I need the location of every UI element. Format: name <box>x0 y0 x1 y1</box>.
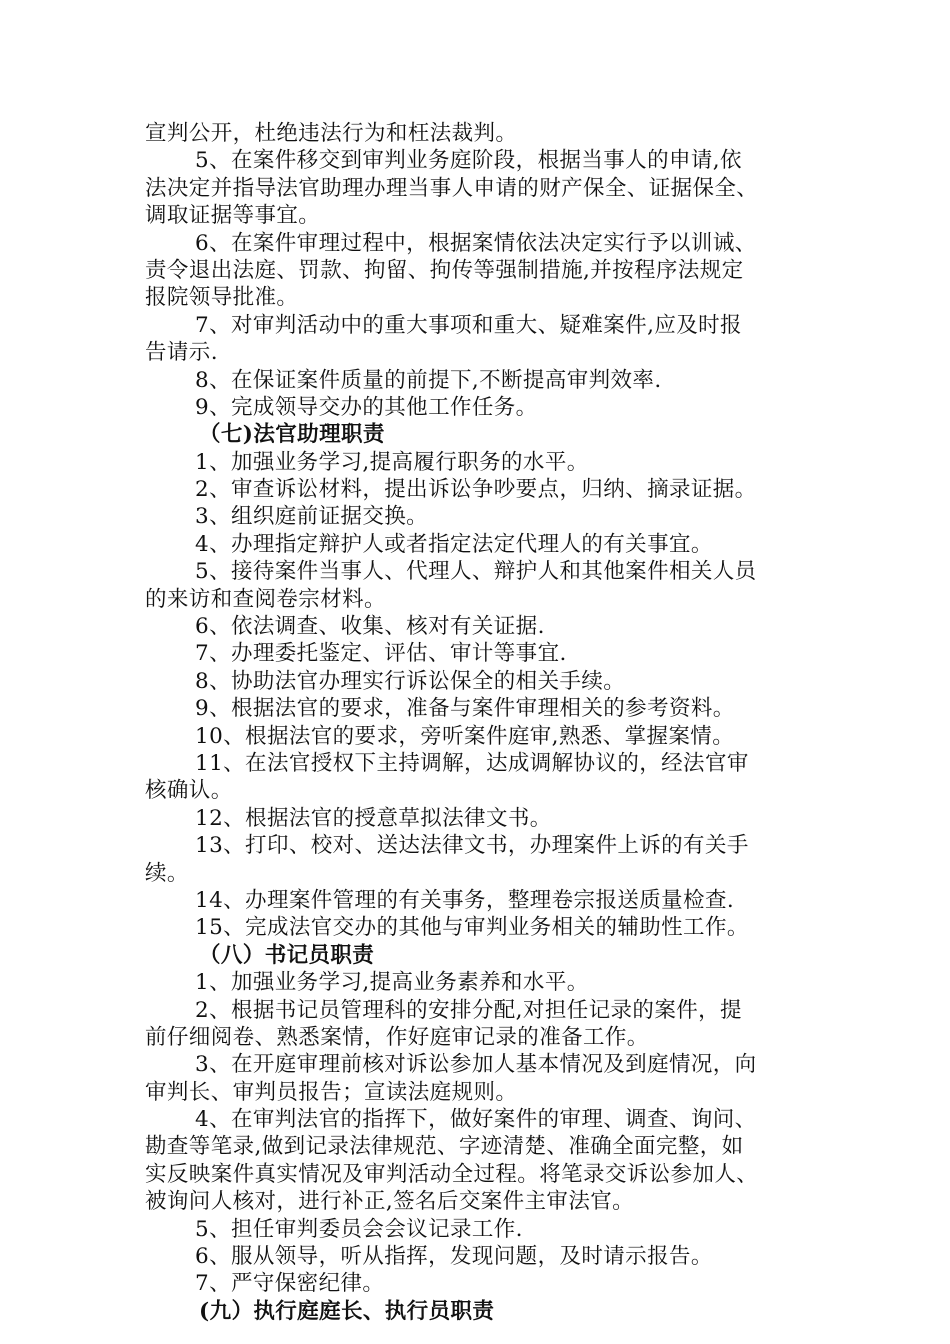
list-item-line: 11、在法官授权下主持调解，达成调解协议的，经法官审 <box>195 750 749 776</box>
list-item-line: 5、在案件移交到审判业务庭阶段，根据当事人的申请,依 <box>195 148 742 174</box>
list-item-line: 1、加强业务学习,提高业务素养和水平。 <box>195 970 589 996</box>
list-item-line: 4、在审判法官的指挥下，做好案件的审理、调查、询问、 <box>195 1107 757 1133</box>
paragraph-continuation-line: 法决定并指导法官助理办理当事人申请的财产保全、证据保全、 <box>145 175 759 201</box>
document-page <box>145 120 810 1325</box>
list-item-line: 13、打印、校对、送达法律文书，办理案件上诉的有关手 <box>195 833 749 859</box>
paragraph-continuation-line: 续。 <box>145 860 189 886</box>
list-item-line: 1、加强业务学习,提高履行职务的水平。 <box>195 449 589 475</box>
paragraph-continuation-line: 责令退出法庭、罚款、拘留、拘传等强制措施,并按程序法规定 <box>145 257 744 283</box>
section-heading: （七)法官助理职责 <box>199 422 385 448</box>
list-item-line: 4、办理指定辩护人或者指定法定代理人的有关事宜。 <box>195 531 713 557</box>
paragraph-continuation-line: 被询问人核对，进行补正,签名后交案件主审法官。 <box>145 1189 635 1215</box>
paragraph-continuation-line: 前仔细阅卷、熟悉案情，作好庭审记录的准备工作。 <box>145 1024 649 1050</box>
paragraph-continuation-line: 报院领导批准。 <box>145 285 299 311</box>
list-item-line: 7、办理委托鉴定、评估、审计等事宜. <box>195 641 567 667</box>
paragraph-continuation-line: 实反映案件真实情况及审判活动全过程。将笔录交诉讼参加人、 <box>145 1161 759 1187</box>
list-item-line: 3、在开庭审理前核对诉讼参加人基本情况及到庭情况，向 <box>195 1052 757 1078</box>
list-item-line: 14、办理案件管理的有关事务，整理卷宗报送质量检查. <box>195 887 735 913</box>
list-item-line: 9、根据法官的要求，准备与案件审理相关的参考资料。 <box>195 696 735 722</box>
section-heading: （八）书记员职责 <box>199 942 375 968</box>
list-item-line: 12、根据法官的授意草拟法律文书。 <box>195 805 552 831</box>
paragraph-continuation-line: 宣判公开，杜绝违法行为和枉法裁判。 <box>145 121 518 146</box>
paragraph-continuation-line: 勘查等笔录,做到记录法律规范、字迹清楚、准确全面完整，如 <box>145 1134 744 1160</box>
list-item-line: 8、在保证案件质量的前提下,不断提高审判效率. <box>195 367 662 393</box>
paragraph-continuation-line: 的来访和查阅卷宗材料。 <box>145 586 386 612</box>
list-item-line: 10、根据法官的要求，旁听案件庭审,熟悉、掌握案情。 <box>195 723 735 749</box>
list-item-line: 7、对审判活动中的重大事项和重大、疑难案件,应及时报 <box>195 312 742 338</box>
list-item-line: 2、根据书记员管理科的安排分配,对担任记录的案件，提 <box>195 997 742 1023</box>
list-item-line: 8、协助法官办理实行诉讼保全的相关手续。 <box>195 668 626 694</box>
list-item-line: 3、组织庭前证据交换。 <box>195 504 429 530</box>
list-item-line: 6、依法调查、收集、核对有关证据. <box>195 614 545 640</box>
paragraph-continuation-line: 核确认。 <box>145 778 233 804</box>
list-item-line: 6、在案件审理过程中，根据案情依法决定实行予以训诫、 <box>195 230 757 256</box>
list-item-line: 6、服从领导，听从指挥，发现问题，及时请示报告。 <box>195 1244 713 1270</box>
section-heading: (九）执行庭庭长、执行员职责 <box>199 1298 495 1324</box>
list-item-line: 5、接待案件当事人、代理人、辩护人和其他案件相关人员 <box>195 559 757 585</box>
list-item-line: 9、完成领导交办的其他工作任务。 <box>195 394 538 420</box>
list-item-line: 7、严守保密纪律。 <box>195 1271 385 1297</box>
paragraph-continuation-line: 告请示. <box>145 340 218 366</box>
paragraph-continuation-line: 调取证据等事宜。 <box>145 203 321 229</box>
list-item-line: 15、完成法官交办的其他与审判业务相关的辅助性工作。 <box>195 915 749 941</box>
list-item-line: 2、审查诉讼材料，提出诉讼争吵要点，归纳、摘录证据。 <box>195 477 757 503</box>
paragraph-continuation-line: 审判长、审判员报告；宣读法庭规则。 <box>145 1079 518 1105</box>
list-item-line: 5、担任审判委员会会议记录工作. <box>195 1216 523 1242</box>
